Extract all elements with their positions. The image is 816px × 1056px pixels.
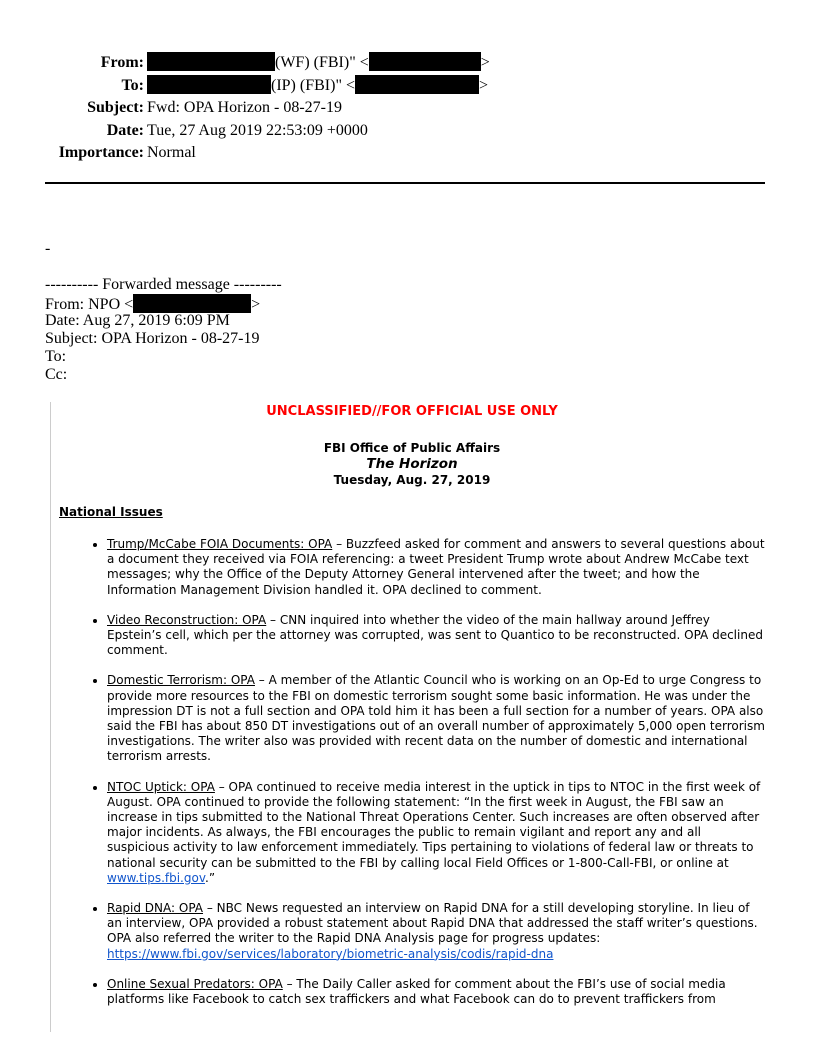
item-text: – The Daily Caller asked for comment about the FBI’s use of social media platforms like Facebook to catch sex traffickers and what Facebook can do to prevent traffickers from (107, 976, 726, 1007)
redaction-box (355, 75, 479, 94)
forwarded-from (45, 294, 282, 312)
header-divider (45, 182, 765, 184)
list-item (107, 780, 765, 886)
list-item (107, 901, 765, 962)
item-text-end: .” (205, 870, 216, 885)
forwarded-date: Date: Aug 27, 2019 6:09 PM (45, 312, 230, 329)
item-text: – NBC News requested an interview on Rapid DNA for a still developing storyline. In lieu of an interview, OPA provided a robust statement about Rapid DNA that addressed the staff writer’s questions. OPA also referred the writer to the Rapid DNA Analysis page for progress updates: (107, 901, 758, 946)
to-suffix: (IP) (FBI)" < (271, 76, 355, 94)
forwarded-from-prefix: From: NPO < (45, 296, 134, 313)
item-text: – CNN inquired into whether the video of the main hallway around Jeffrey Epstein’s cell, which per the attorney was corrupted, was sent to Quantico to be reconstructed. OPA declined comment. (107, 612, 763, 658)
item-text: – A member of the Atlantic Council who is working on an Op-Ed to urge Congress to provide more resources to the FBI on domestic terrorism sought some basic information. He was under the impression DT is not a full section and OPA told him it has been a full section for a number of years. OPA also said the FBI has about 850 DT investigations out of an overall number of approximately 5,000 open terrorism investigations. The writer also was provided with recent data on the number of domestic and international terrorism arrests. (107, 673, 765, 764)
newsletter-title: The Horizon (366, 456, 458, 472)
section-heading: National Issues (59, 505, 163, 519)
forwarded-to: To: (45, 348, 67, 365)
list-item (107, 537, 765, 598)
forwarded-from-end: > (251, 296, 261, 313)
forwarded-header (45, 276, 282, 384)
redaction-box (133, 294, 251, 313)
forwarded-subject: Subject: OPA Horizon - 08-27-19 (45, 330, 260, 347)
item-topic: NTOC Uptick: OPA (107, 779, 215, 794)
to-end: > (479, 76, 489, 94)
to-row (0, 75, 816, 98)
importance-value: Normal (147, 144, 196, 161)
redaction-box (369, 52, 481, 71)
subject-row (0, 97, 816, 120)
email-header (0, 52, 816, 165)
classification-banner: UNCLASSIFIED//FOR OFFICIAL USE ONLY (266, 404, 558, 419)
from-suffix: (WF) (FBI)" < (275, 54, 369, 71)
item-topic: Online Sexual Predators: OPA (107, 976, 283, 991)
item-topic: Rapid DNA: OPA (107, 901, 204, 916)
subject-value: Fwd: OPA Horizon - 08-27-19 (147, 99, 342, 116)
date-value: Tue, 27 Aug 2019 22:53:09 +0000 (147, 121, 368, 139)
item-text: – Buzzfeed asked for comment and answers to several questions about a document they received via FOIA referencing: a tweet President Trump wrote about Andrew McCabe text messages; why the Office of the Deputy Attorney General intervened after the tweet; and how the Information Management Division handled it. OPA declined to comment. (107, 537, 765, 597)
from-value (147, 52, 490, 75)
list-item (107, 673, 765, 764)
item-topic: Domestic Terrorism: OPA (107, 673, 255, 688)
from-row (0, 52, 816, 75)
importance-row (0, 142, 816, 165)
to-value (147, 75, 488, 98)
redaction-box (147, 52, 275, 71)
importance-label: Importance: (58, 144, 144, 161)
list-item (107, 613, 765, 659)
date-row (0, 120, 816, 143)
list-item (107, 977, 765, 1007)
from-label: From: (100, 54, 144, 71)
item-text: – OPA continued to receive media interest in the uptick in tips to NTOC in the first week of August. OPA continued to provide the following statement: “In the first week in August, the FBI saw an increase in tips submitted to the National Threat Operations Center. Such increases are often observed after major incidents. As always, the FBI encourages the public to remain vigilant and report any and all suspicious activity to law enforcement immediately. Tips pertaining to violations of federal law or threats to national security can be submitted to the FBI by calling local Field Offices or 1-800-Call-FBI, or online at (107, 779, 761, 870)
rapid-dna-link[interactable]: https://www.fbi.gov/services/laboratory/biometric-analysis/codis/rapid-dna (107, 946, 554, 961)
dash-line: - (45, 240, 51, 257)
item-topic: Trump/McCabe FOIA Documents: OPA (107, 537, 333, 551)
item-topic: Video Reconstruction: OPA (107, 612, 267, 627)
date-label: Date: (106, 121, 144, 139)
redaction-box (147, 75, 271, 94)
org-name: FBI Office of Public Affairs (323, 441, 501, 455)
horizon-body (59, 402, 765, 1022)
forwarded-cc: Cc: (45, 366, 68, 383)
forwarded-divider: ---------- Forwarded message --------- (45, 276, 282, 293)
from-end: > (480, 54, 490, 71)
issues-list (59, 537, 765, 1007)
subject-label: Subject: (87, 99, 144, 116)
tips-link[interactable]: www.tips.fbi.gov (107, 870, 205, 885)
to-label: To: (121, 76, 144, 94)
newsletter-date: Tuesday, Aug. 27, 2019 (333, 473, 491, 487)
